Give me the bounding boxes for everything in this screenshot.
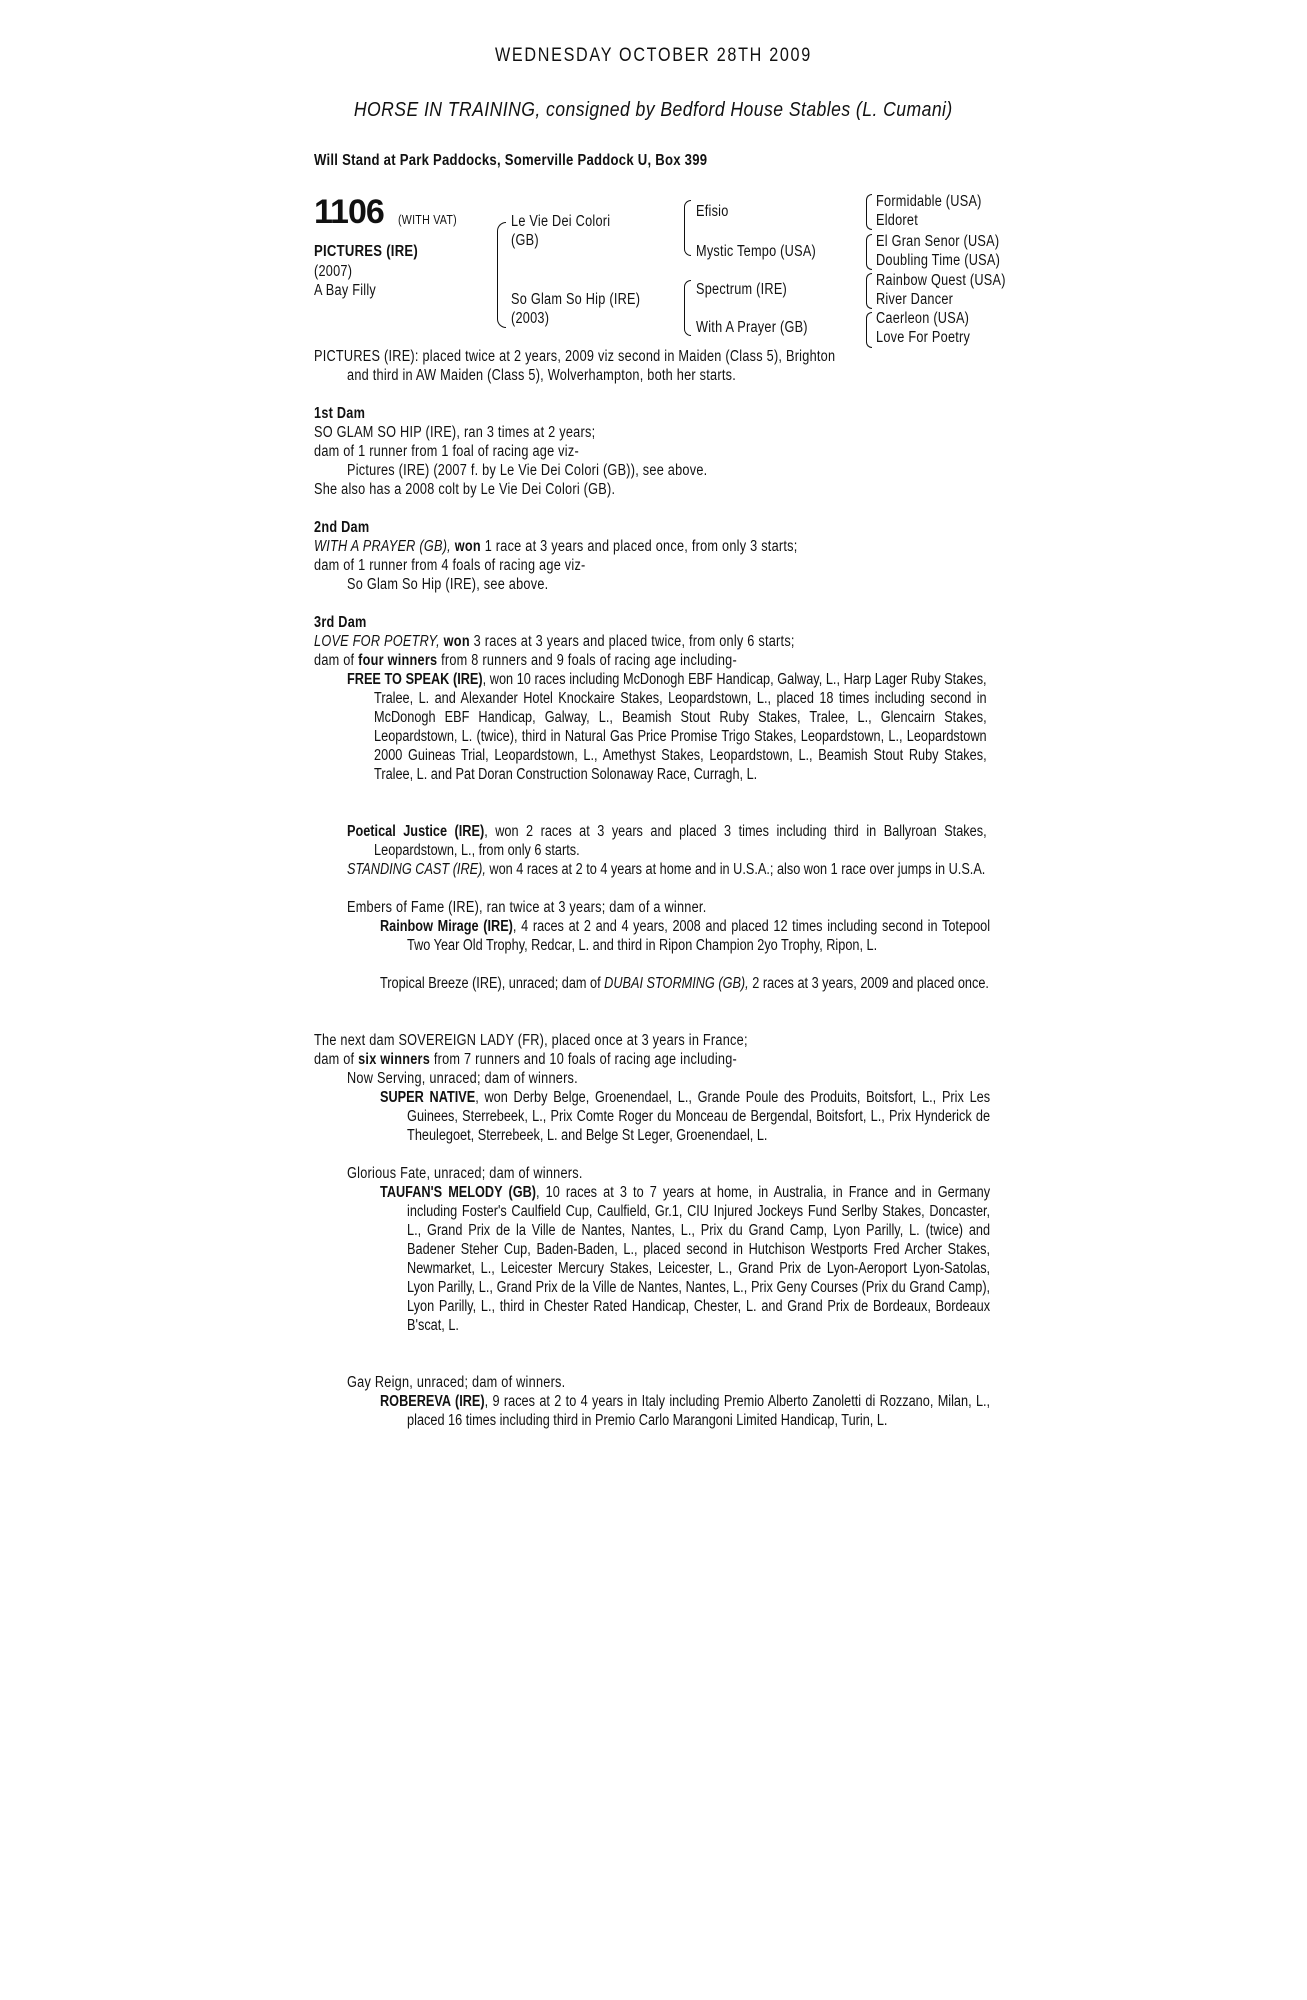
offspring-name: STANDING CAST (IRE), (347, 861, 486, 878)
next-dam-line2: dam of six winners from 7 runners and 10 foals of racing age including- (314, 1051, 738, 1068)
pedigree-sire-dam: Mystic Tempo (USA) (696, 243, 817, 260)
offspring-name: FREE TO SPEAK (IRE) (347, 671, 483, 688)
offspring-name: TAUFAN'S MELODY (GB) (380, 1184, 537, 1201)
offspring-name: ROBEREVA (IRE) (380, 1393, 485, 1410)
pedigree-g6: River Dancer (876, 291, 954, 308)
pedigree-brace-g2 (866, 234, 872, 270)
next-dam-line1: The next dam SOVEREIGN LADY (FR), placed once at 3 years in France; (314, 1032, 748, 1049)
offspring-name: Rainbow Mirage (IRE) (380, 918, 513, 935)
pedigree-sire-sire: Efisio (696, 203, 729, 220)
offspring-glorious-fate: Glorious Fate, unraced; dam of winners. (347, 1165, 583, 1182)
second-dam-line3: So Glam So Hip (IRE), see above. (347, 576, 549, 593)
first-dam-line1: SO GLAM SO HIP (IRE), ran 3 times at 2 years; (314, 424, 596, 441)
pedigree-sire: Le Vie Dei Colori (511, 213, 611, 230)
first-dam-heading: 1st Dam (314, 405, 366, 422)
offspring-free-to-speak: FREE TO SPEAK (IRE), won 10 races including McDonogh EBF Handicap, Galway, L., Harp Lager Ruby Stakes, Tralee, L. and Alexander Hotel Knockaire Stakes, Leopardstown, L., placed 18 times including second in McDonogh EBF Handicap, Galway, L., Beamish Stout Ruby Stakes, Tralee, L., Glencairn Stakes, Leopardstown, L. (twice), third in Natural Gas Price Promise Trigo Stakes, Leopardstown, L., Leopardstown 2000 Guineas Trial, Leopardstown, L., Amethyst Stakes, Leopardstown, L., Beamish Stout Ruby Stakes, Tralee, L. and Pat Doran Construction Solonaway Race, Curragh, L. (347, 671, 987, 783)
pedigree-dam: So Glam So Hip (IRE) (511, 291, 641, 308)
second-dam-line1: WITH A PRAYER (GB), won 1 race at 3 years and placed once, from only 3 starts; (314, 538, 798, 555)
offspring-taufans-melody: TAUFAN'S MELODY (GB), 10 races at 3 to 7 years at home, in Australia, in France and in Germany including Foster's Caulfield Cup, Caulfield, Gr.1, CIU Injured Jockeys Fund Serlby Stakes, Doncaster, L., Grand Prix de la Ville de Nantes, Nantes, L., Prix du Grand Camp, Lyon Parilly, L. (twice) and Badener Steher Cup, Baden-Baden, L., placed second in Hutchison Westports Fred Archer Stakes, Newmarket, L., Leicester Mercury Stakes, Leicester, L., Grand Prix de Lyon-Aeroport Lyon-Satolas, Lyon Parilly, L., Grand Prix de la Ville de Nantes, Nantes, L., Prix Geny Courses (Prix du Grand Camp), Lyon Parilly, L., third in Chester Rated Handicap, Chester, L. and Grand Prix de Bordeaux, Bordeaux B'scat, L. (380, 1184, 991, 1334)
second-dam-line2: dam of 1 runner from 4 foals of racing age viz- (314, 557, 586, 574)
offspring-standing-cast: STANDING CAST (IRE), won 4 races at 2 to 4 years at home and in U.S.A.; also won 1 race over jumps in U.S.A. (347, 861, 986, 878)
pedigree-g5: Rainbow Quest (USA) (876, 272, 1006, 289)
pedigree-sire-country: (GB) (511, 232, 539, 249)
pedigree-g1: Formidable (USA) (876, 193, 982, 210)
pedigree-brace-g1 (866, 194, 872, 230)
pedigree-g3: El Gran Senor (USA) (876, 233, 1000, 250)
third-dam-line1: LOVE FOR POETRY, won 3 races at 3 years and placed twice, from only 6 starts; (314, 633, 795, 650)
offspring-super-native: SUPER NATIVE, won Derby Belge, Groenendael, L., Grande Poule des Produits, Boitsfort, L., Prix Les Guinees, Sterrebeek, L., Prix Comte Roger du Monceau de Bergendal, Boitsfort, L., Prix Hynderick de Theulegoet, Sterrebeek, L. and Belge St Leger, Groenendael, L. (380, 1089, 991, 1144)
offspring-tropical-breeze: Tropical Breeze (IRE), unraced; dam of DUBAI STORMING (GB), 2 races at 3 years, 2009 and placed once. (380, 975, 989, 992)
pedigree-brace-g3 (866, 273, 872, 309)
offspring-robereva: ROBEREVA (IRE), 9 races at 2 to 4 years in Italy including Premio Alberto Zanoletti di Rozzano, Milan, L., placed 16 times including third in Premio Carlo Marangoni Limited Handicap, Turin, L. (380, 1393, 991, 1429)
pedigree-brace-sire (684, 200, 691, 256)
pedigree-dam-dam: With A Prayer (GB) (696, 319, 808, 336)
venue-line: Will Stand at Park Paddocks, Somerville Paddock U, Box 399 (314, 152, 708, 169)
horse-name: PICTURES (IRE) (314, 243, 419, 260)
consignment-title: HORSE IN TRAINING, consigned by Bedford House Stables (L. Cumani) (354, 99, 953, 121)
pedigree-g8: Love For Poetry (876, 329, 971, 346)
sale-date: WEDNESDAY OCTOBER 28TH 2009 (495, 45, 812, 66)
pedigree-g7: Caerleon (USA) (876, 310, 970, 327)
pedigree-dam-sire: Spectrum (IRE) (696, 281, 788, 298)
offspring-name: Poetical Justice (IRE) (347, 823, 485, 840)
second-dam-heading: 2nd Dam (314, 519, 370, 536)
pedigree-g4: Doubling Time (USA) (876, 252, 1001, 269)
horse-description: A Bay Filly (314, 282, 377, 299)
lot-vat: (WITH VAT) (398, 212, 457, 227)
race-summary-line1: PICTURES (IRE): placed twice at 2 years, 2009 viz second in Maiden (Class 5), Brighton (314, 348, 836, 365)
pedigree-g2: Eldoret (876, 212, 918, 229)
third-dam-heading: 3rd Dam (314, 614, 367, 631)
pedigree-brace-1 (497, 222, 506, 328)
first-dam-line2: dam of 1 runner from 1 foal of racing age viz- (314, 443, 579, 460)
third-dam-line2: dam of four winners from 8 runners and 9 foals of racing age including- (314, 652, 737, 669)
pedigree-brace-dam (684, 280, 691, 336)
pedigree-dam-year: (2003) (511, 310, 550, 327)
race-summary-line2: and third in AW Maiden (Class 5), Wolverhampton, both her starts. (347, 367, 736, 384)
offspring-poetical-justice: Poetical Justice (IRE), won 2 races at 3 years and placed 3 times including third in Ballyroan Stakes, Leopardstown, L., from only 6 starts. (347, 823, 987, 859)
first-dam-line3: Pictures (IRE) (2007 f. by Le Vie Dei Colori (GB)), see above. (347, 462, 708, 479)
offspring-gay-reign: Gay Reign, unraced; dam of winners. (347, 1374, 566, 1391)
lot-number: 1106 (314, 193, 384, 231)
first-dam-line4: She also has a 2008 colt by Le Vie Dei Colori (GB). (314, 481, 616, 498)
offspring-rainbow-mirage: Rainbow Mirage (IRE), 4 races at 2 and 4 years, 2008 and placed 12 times including second in Totepool Two Year Old Trophy, Redcar, L. and third in Ripon Champion 2yo Trophy, Ripon, L. (380, 918, 991, 954)
horse-year: (2007) (314, 263, 353, 280)
offspring-now-serving: Now Serving, unraced; dam of winners. (347, 1070, 578, 1087)
offspring-name: SUPER NATIVE (380, 1089, 476, 1106)
pedigree-brace-g4 (866, 312, 872, 348)
offspring-embers-of-fame: Embers of Fame (IRE), ran twice at 3 years; dam of a winner. (347, 899, 707, 916)
